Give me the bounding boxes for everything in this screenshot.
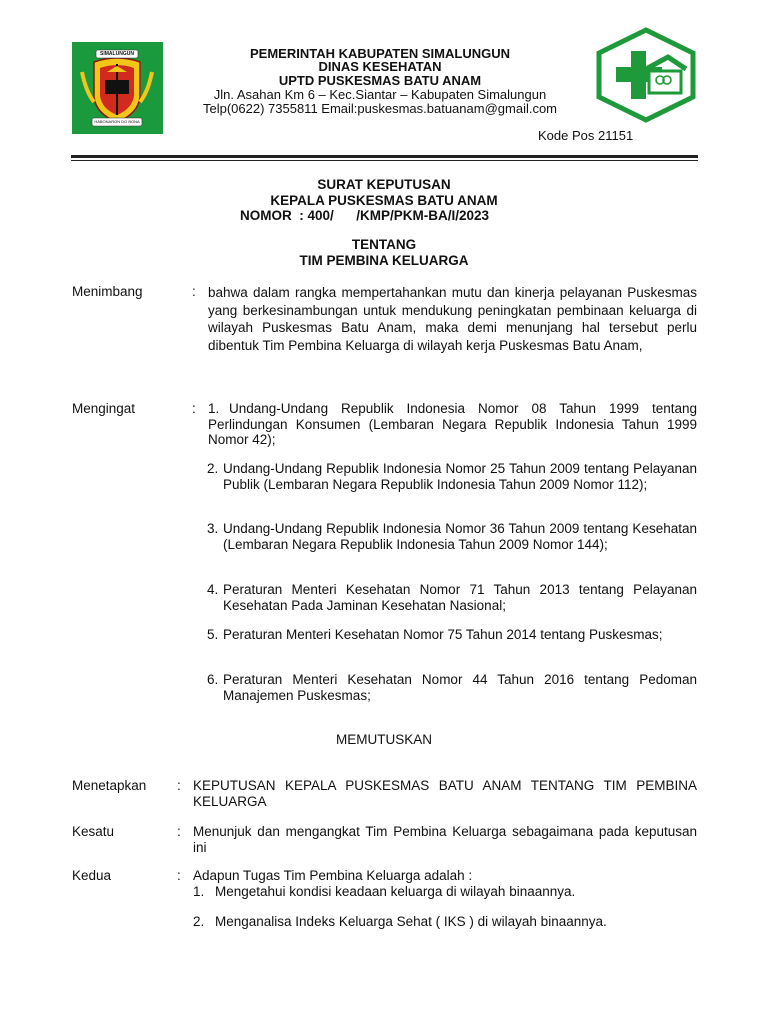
memutuskan-heading: MEMUTUSKAN xyxy=(335,732,432,747)
mengingat-item-text: Peraturan Menteri Kesehatan Nomor 44 Tahun 2016 tentang Pedoman Manajemen Puskesmas; xyxy=(223,672,697,703)
mengingat-colon: : xyxy=(192,401,196,416)
doc-issuer: KEPALA PUSKESMAS BATU ANAM xyxy=(270,193,498,208)
postal-code: Kode Pos 21151 xyxy=(538,128,634,143)
letterhead-department: DINAS KESEHATAN xyxy=(318,59,442,74)
kedua-item-text: Mengetahui kondisi keadaan keluarga di wilayah binaannya. xyxy=(215,884,576,899)
mengingat-item-text: Undang-Undang Republik Indonesia Nomor 25 Tahun 2009 tentang Pelayanan Publik (Lembaran Negara Republik Indonesia Tahun 2009 Nomor 112); xyxy=(223,461,697,492)
doc-number: NOMOR : 400/ /KMP/PKM-BA/I/2023 xyxy=(240,208,490,223)
mengingat-item-text: Undang-Undang Republik Indonesia Nomor 36 Tahun 2009 tentang Kesehatan (Lembaran Negara Republik Indonesia Tahun 2009 Nomor 144); xyxy=(223,521,697,552)
letterhead-government: PEMERINTAH KABUPATEN SIMALUNGUN xyxy=(250,46,510,61)
emblem-banner-bottom: HABONARON DO BONA xyxy=(94,119,140,124)
menetapkan-text: KEPUTUSAN KEPALA PUSKESMAS BATU ANAM TENTANG TIM PEMBINA KELUARGA xyxy=(193,778,697,809)
kedua-colon: : xyxy=(177,868,181,883)
doc-subject: TIM PEMBINA KELUARGA xyxy=(299,253,469,268)
menetapkan-label: Menetapkan xyxy=(72,778,147,793)
letterhead-contact: Telp(0622) 7355811 Email:puskesmas.batuanam@gmail.com xyxy=(202,101,558,116)
doc-title: SURAT KEPUTUSAN xyxy=(317,177,451,192)
kedua-label: Kedua xyxy=(72,868,112,883)
menetapkan-colon: : xyxy=(177,778,181,793)
letterhead-divider-thin xyxy=(71,160,698,161)
kedua-item-number: 1. xyxy=(193,884,205,899)
kesatu-colon: : xyxy=(177,824,181,839)
mengingat-item-number: 4. xyxy=(207,582,219,597)
kedua-item-text: Menganalisa Indeks Keluarga Sehat ( IKS ) di wilayah binaannya. xyxy=(215,914,607,929)
menimbang-text: bahwa dalam rangka mempertahankan mutu dan kinerja pelayanan Puskesmas yang berkesinambungan untuk mendukung peningkatan pembinaan keluarga di wilayah Puskesmas Batu Anam, maka demi menunjang hal tersebut perlu dibentuk Tim Pembina Keluarga di wilayah kerja Puskesmas Batu Anam, xyxy=(208,285,697,353)
doc-about-label: TENTANG xyxy=(351,237,417,252)
kedua-item-number: 2. xyxy=(193,914,205,929)
mengingat-item-text: Undang-Undang Republik Indonesia Nomor 08 Tahun 1999 tentang Perlindungan Konsumen (Lembaran Negara Republik Indonesia Tahun 1999 Nomor 42); xyxy=(208,401,697,447)
mengingat-item-number: 2. xyxy=(207,461,219,476)
mengingat-item-number: 5. xyxy=(207,627,219,642)
kesatu-text: Menunjuk dan mengangkat Tim Pembina Keluarga sebagaimana pada keputusan ini xyxy=(193,824,697,855)
kesatu-label: Kesatu xyxy=(72,824,115,839)
letterhead-divider-thick xyxy=(71,155,698,158)
mengingat-item-number: 6. xyxy=(207,672,219,687)
puskesmas-logo xyxy=(594,27,698,123)
mengingat-item-text: Peraturan Menteri Kesehatan Nomor 75 Tahun 2014 tentang Puskesmas; xyxy=(223,627,663,642)
menimbang-label: Menimbang xyxy=(72,284,143,299)
kedua-intro: Adapun Tugas Tim Pembina Keluarga adalah : xyxy=(193,868,473,883)
mengingat-item-number: 1. xyxy=(208,401,220,416)
mengingat-item-text: Peraturan Menteri Kesehatan Nomor 71 Tahun 2013 tentang Pelayanan Kesehatan Pada Jaminan Kesehatan Nasional; xyxy=(223,582,697,613)
menimbang-colon: : xyxy=(192,284,196,299)
letterhead-unit: UPTD PUSKESMAS BATU ANAM xyxy=(278,73,482,88)
emblem-banner-top: SIMALUNGUN xyxy=(100,51,134,57)
mengingat-label: Mengingat xyxy=(72,401,136,416)
mengingat-item-number: 3. xyxy=(207,521,219,536)
letterhead-address: Jln. Asahan Km 6 – Kec.Siantar – Kabupaten Simalungun xyxy=(213,87,547,102)
